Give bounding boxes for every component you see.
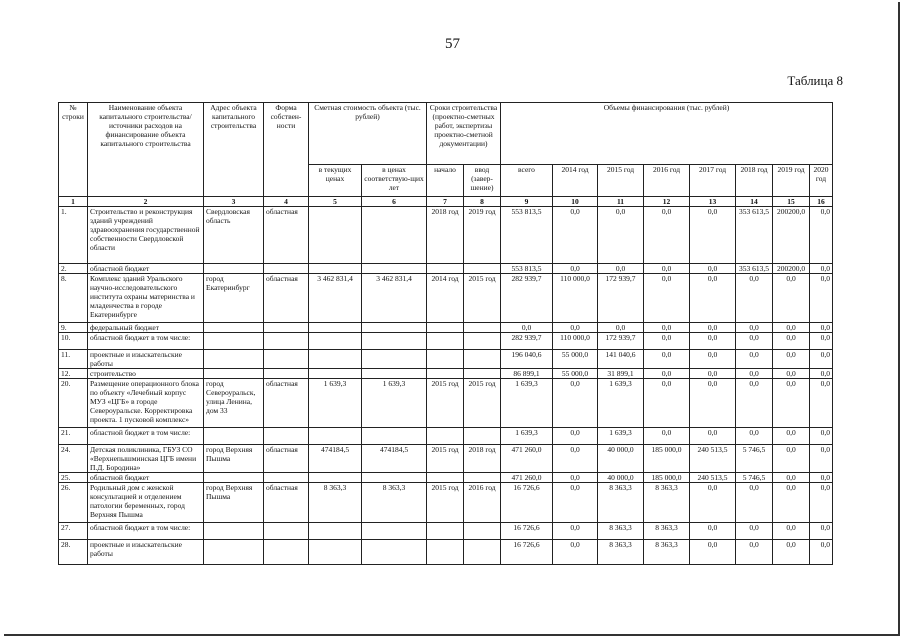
funding-2019: 200200,0 [773,264,810,274]
object-address [204,540,264,565]
estimate-current [309,540,362,565]
funding-2014: 0,0 [553,207,598,264]
funding-2018: 0,0 [736,379,773,428]
header-ownership: Форма собствен-ности [264,103,309,197]
row-number: 2. [59,264,88,274]
object-name: областной бюджет в том числе: [88,333,204,350]
header-estimate: Сметная стоимость объекта (тыс. рублей) [309,103,427,165]
estimate-base [362,428,427,445]
funding-2019: 0,0 [773,379,810,428]
object-address [204,264,264,274]
total-funding: 0,0 [501,323,553,333]
funding-2015: 0,0 [598,207,644,264]
ownership-form: областная [264,207,309,264]
header-address: Адрес объекта капитального строительства [204,103,264,197]
estimate-current [309,207,362,264]
estimate-current [309,369,362,379]
row-number: 24. [59,445,88,473]
header-terms-end: ввод (завер-шение) [464,165,501,197]
table-row [59,379,833,428]
total-funding: 471 260,0 [501,445,553,473]
row-number: 21. [59,428,88,445]
row-number: 28. [59,540,88,565]
column-number-row [59,197,833,207]
table-row [59,473,833,483]
total-funding: 553 813,5 [501,207,553,264]
object-address [204,323,264,333]
funding-2016: 0,0 [644,428,690,445]
column-number-cell: 9 [501,197,553,207]
ownership-form: областная [264,274,309,323]
funding-2020: 0,0 [810,483,833,523]
funding-2017: 0,0 [690,379,736,428]
funding-2017: 0,0 [690,323,736,333]
column-number-cell: 16 [810,197,833,207]
estimate-current [309,428,362,445]
table-row [59,445,833,473]
start-year [427,350,464,369]
funding-2020: 0,0 [810,323,833,333]
funding-2015: 31 899,1 [598,369,644,379]
end-year: 2018 год [464,445,501,473]
ownership-form [264,369,309,379]
funding-2017: 0,0 [690,483,736,523]
funding-2020: 0,0 [810,428,833,445]
estimate-base: 474184,5 [362,445,427,473]
end-year [464,428,501,445]
funding-2014: 0,0 [553,428,598,445]
funding-2016: 0,0 [644,379,690,428]
estimate-base [362,473,427,483]
start-year [427,264,464,274]
funding-2016: 185 000,0 [644,445,690,473]
funding-2017: 0,0 [690,540,736,565]
end-year: 2016 год [464,483,501,523]
funding-2020: 0,0 [810,523,833,540]
row-number: 11. [59,350,88,369]
object-address: Свердловская область [204,207,264,264]
object-name: областной бюджет в том числе: [88,523,204,540]
header-terms: Сроки строительства (проектно-сметных работ, экспертизы проектно-сметной документации) [427,103,501,165]
total-funding: 282 939,7 [501,274,553,323]
estimate-current: 1 639,3 [309,379,362,428]
estimate-current [309,333,362,350]
funding-2019: 0,0 [773,428,810,445]
estimate-current [309,350,362,369]
row-number: 12. [59,369,88,379]
start-year: 2018 год [427,207,464,264]
funding-2015: 40 000,0 [598,445,644,473]
header-row-no: № строки [59,103,88,197]
column-number-cell: 13 [690,197,736,207]
funding-2020: 0,0 [810,274,833,323]
estimate-current [309,264,362,274]
column-number-cell: 2 [88,197,204,207]
table-row [59,323,833,333]
funding-2020: 0,0 [810,207,833,264]
funding-2017: 0,0 [690,369,736,379]
funding-2019: 0,0 [773,445,810,473]
funding-2018: 0,0 [736,483,773,523]
row-number: 10. [59,333,88,350]
funding-2016: 0,0 [644,274,690,323]
row-number: 20. [59,379,88,428]
funding-2017: 0,0 [690,523,736,540]
funding-2020: 0,0 [810,445,833,473]
end-year [464,333,501,350]
object-address [204,428,264,445]
total-funding: 471 260,0 [501,473,553,483]
funding-2018: 0,0 [736,428,773,445]
table-row [59,369,833,379]
funding-2016: 0,0 [644,264,690,274]
table-row [59,523,833,540]
funding-2014: 0,0 [553,523,598,540]
estimate-current [309,323,362,333]
object-address: город Екатеринбург [204,274,264,323]
total-funding: 282 939,7 [501,333,553,350]
header-year: 2020 год [810,165,833,197]
page-number: 57 [445,36,460,52]
estimate-current: 3 462 831,4 [309,274,362,323]
header-year: 2019 год [773,165,810,197]
total-funding: 196 040,6 [501,350,553,369]
funding-2016: 8 363,3 [644,483,690,523]
funding-2016: 0,0 [644,350,690,369]
funding-2015: 141 040,6 [598,350,644,369]
funding-2014: 110 000,0 [553,333,598,350]
funding-2014: 0,0 [553,264,598,274]
total-funding: 16 726,6 [501,483,553,523]
funding-2016: 0,0 [644,333,690,350]
start-year [427,540,464,565]
header-year: 2015 год [598,165,644,197]
column-number-cell: 11 [598,197,644,207]
funding-2014: 0,0 [553,379,598,428]
funding-2017: 0,0 [690,428,736,445]
row-number: 26. [59,483,88,523]
funding-2015: 0,0 [598,264,644,274]
column-number-cell: 7 [427,197,464,207]
column-number-cell: 3 [204,197,264,207]
object-name: Родильный дом с женской консультацией и отделением патологии беременных, город Верхняя Пышма [88,483,204,523]
estimate-base [362,369,427,379]
estimate-base: 3 462 831,4 [362,274,427,323]
funding-2020: 0,0 [810,369,833,379]
object-name: федеральный бюджет [88,323,204,333]
start-year: 2015 год [427,445,464,473]
funding-2014: 110 000,0 [553,274,598,323]
row-number: 8. [59,274,88,323]
object-name: Детская поликлиника, ГБУЗ СО «Верхнепышминская ЦГБ имени П.Д. Бородина» [88,445,204,473]
estimate-base: 8 363,3 [362,483,427,523]
funding-2016: 0,0 [644,369,690,379]
funding-2015: 40 000,0 [598,473,644,483]
funding-2014: 0,0 [553,323,598,333]
object-name: Строительство и реконструкция зданий учреждений здравоохранения государственной собственности Свердловской области [88,207,204,264]
end-year [464,473,501,483]
ownership-form: областная [264,379,309,428]
funding-2020: 0,0 [810,333,833,350]
column-number-cell: 12 [644,197,690,207]
funding-2020: 0,0 [810,540,833,565]
ownership-form [264,473,309,483]
object-name: областной бюджет [88,264,204,274]
column-number-cell: 1 [59,197,88,207]
object-address [204,369,264,379]
funding-2016: 0,0 [644,323,690,333]
start-year [427,523,464,540]
object-address [204,473,264,483]
table-row [59,274,833,323]
ownership-form [264,428,309,445]
estimate-base [362,333,427,350]
funding-2017: 240 513,5 [690,445,736,473]
funding-2018: 353 613,5 [736,264,773,274]
object-name: областной бюджет в том числе: [88,428,204,445]
object-name: Комплекс зданий Уральского научно-исследовательского института охраны материнства и младенчества в городе Екатеринбурге [88,274,204,323]
ownership-form: областная [264,445,309,473]
funding-2015: 8 363,3 [598,523,644,540]
start-year: 2014 год [427,274,464,323]
estimate-base [362,523,427,540]
estimate-base [362,540,427,565]
funding-2018: 0,0 [736,369,773,379]
funding-2019: 0,0 [773,323,810,333]
column-number-cell: 5 [309,197,362,207]
object-name: строительство [88,369,204,379]
total-funding: 16 726,6 [501,523,553,540]
funding-2018: 5 746,5 [736,445,773,473]
column-number-cell: 10 [553,197,598,207]
funding-2017: 0,0 [690,350,736,369]
estimate-base [362,323,427,333]
funding-2014: 55 000,0 [553,369,598,379]
funding-2019: 0,0 [773,369,810,379]
funding-2019: 0,0 [773,523,810,540]
table-row [59,428,833,445]
estimate-current [309,523,362,540]
header-estimate-base: в ценах соответствую-щих лет [362,165,427,197]
funding-2014: 55 000,0 [553,350,598,369]
start-year [427,428,464,445]
funding-2020: 0,0 [810,350,833,369]
table-row [59,264,833,274]
row-number: 27. [59,523,88,540]
funding-2018: 5 746,5 [736,473,773,483]
funding-2020: 0,0 [810,264,833,274]
funding-2020: 0,0 [810,379,833,428]
estimate-base [362,207,427,264]
funding-2017: 0,0 [690,207,736,264]
end-year [464,523,501,540]
header-total: всего [501,165,553,197]
funding-2015: 172 939,7 [598,274,644,323]
start-year [427,323,464,333]
total-funding: 86 899,1 [501,369,553,379]
object-name: проектные и изыскательские работы [88,540,204,565]
column-number-cell: 4 [264,197,309,207]
ownership-form [264,350,309,369]
funding-2019: 0,0 [773,350,810,369]
row-number: 1. [59,207,88,264]
estimate-current: 8 363,3 [309,483,362,523]
funding-2016: 8 363,3 [644,523,690,540]
funding-2015: 1 639,3 [598,379,644,428]
table-row [59,540,833,565]
ownership-form: областная [264,483,309,523]
start-year [427,473,464,483]
header-name: Наименование объекта капитального строительства/ источники расходов на финансирование объекта капитального строительства [88,103,204,197]
end-year [464,264,501,274]
funding-2014: 0,0 [553,540,598,565]
funding-2015: 8 363,3 [598,483,644,523]
start-year [427,333,464,350]
estimate-current: 474184,5 [309,445,362,473]
estimate-base [362,264,427,274]
table-row [59,207,833,264]
funding-2019: 0,0 [773,274,810,323]
object-address [204,523,264,540]
header-year: 2018 год [736,165,773,197]
start-year [427,369,464,379]
header-year: 2014 год [553,165,598,197]
estimate-base [362,350,427,369]
total-funding: 1 639,3 [501,379,553,428]
table-row [59,483,833,523]
funding-2018: 353 613,5 [736,207,773,264]
funding-2018: 0,0 [736,523,773,540]
header-year: 2016 год [644,165,690,197]
ownership-form [264,323,309,333]
total-funding: 553 813,5 [501,264,553,274]
object-name: Размещение операционного блока по объекту «Лечебный корпус МУЗ «ЦГБ» в городе Североуральске. Корректировка проекта. 1 пусковой комплекс» [88,379,204,428]
header-estimate-current: в текущих ценах [309,165,362,197]
funding-2016: 0,0 [644,207,690,264]
end-year [464,350,501,369]
object-address: город Верхняя Пышма [204,445,264,473]
funding-2018: 0,0 [736,350,773,369]
object-name: проектные и изыскательские работы [88,350,204,369]
object-name: областной бюджет [88,473,204,483]
object-address [204,333,264,350]
end-year [464,323,501,333]
header-year: 2017 год [690,165,736,197]
funding-2017: 0,0 [690,274,736,323]
column-number-cell: 15 [773,197,810,207]
object-address: город Североуральск, улица Ленина, дом 33 [204,379,264,428]
funding-2019: 200200,0 [773,207,810,264]
funding-2016: 8 363,3 [644,540,690,565]
funding-2015: 172 939,7 [598,333,644,350]
total-funding: 1 639,3 [501,428,553,445]
funding-2019: 0,0 [773,540,810,565]
table-row [59,333,833,350]
row-number: 25. [59,473,88,483]
funding-2016: 185 000,0 [644,473,690,483]
end-year [464,540,501,565]
row-number: 9. [59,323,88,333]
object-address: город Верхняя Пышма [204,483,264,523]
funding-2017: 0,0 [690,333,736,350]
ownership-form [264,523,309,540]
funding-2018: 0,0 [736,540,773,565]
funding-2015: 0,0 [598,323,644,333]
funding-2018: 0,0 [736,333,773,350]
table-row [59,350,833,369]
ownership-form [264,540,309,565]
funding-2014: 0,0 [553,473,598,483]
funding-2017: 0,0 [690,264,736,274]
funding-2018: 0,0 [736,274,773,323]
funding-2015: 8 363,3 [598,540,644,565]
column-number-cell: 8 [464,197,501,207]
end-year: 2015 год [464,274,501,323]
funding-2014: 0,0 [553,445,598,473]
estimate-base: 1 639,3 [362,379,427,428]
end-year: 2015 год [464,379,501,428]
column-number-cell: 14 [736,197,773,207]
funding-2020: 0,0 [810,473,833,483]
ownership-form [264,333,309,350]
funding-2015: 1 639,3 [598,428,644,445]
funding-2019: 0,0 [773,473,810,483]
funding-2017: 240 513,5 [690,473,736,483]
start-year: 2015 год [427,483,464,523]
end-year: 2019 год [464,207,501,264]
funding-2019: 0,0 [773,483,810,523]
total-funding: 16 726,6 [501,540,553,565]
end-year [464,369,501,379]
funding-2018: 0,0 [736,323,773,333]
ownership-form [264,264,309,274]
funding-2014: 0,0 [553,483,598,523]
financing-table [58,102,833,565]
start-year: 2015 год [427,379,464,428]
funding-2019: 0,0 [773,333,810,350]
estimate-current [309,473,362,483]
table-label: Таблица 8 [787,73,843,88]
object-address [204,350,264,369]
column-number-cell: 6 [362,197,427,207]
header-funding: Объемы финансирования (тыс. рублей) [501,103,833,165]
header-terms-start: начало [427,165,464,197]
